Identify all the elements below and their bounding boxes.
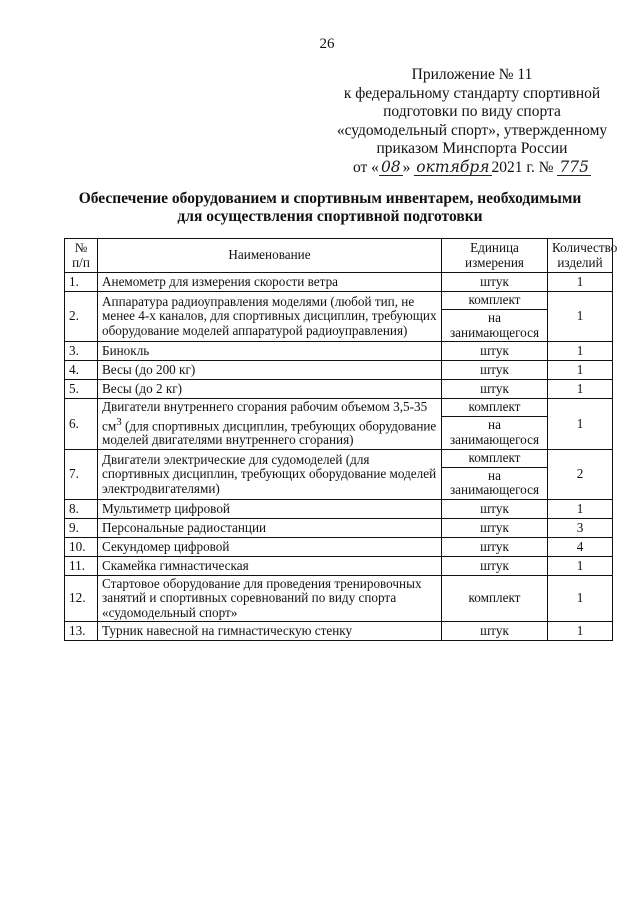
row-unit: штук <box>442 499 548 518</box>
order-date-line <box>322 159 622 178</box>
row-qty: 1 <box>548 556 613 575</box>
appendix-block <box>322 66 622 177</box>
order-number-handwritten: 775 <box>559 157 589 176</box>
row-qty: 1 <box>548 273 613 292</box>
row-num: 12. <box>65 575 98 622</box>
row-name: Турник навесной на гимнастическую стенку <box>98 622 442 641</box>
table-row <box>65 380 613 399</box>
table-row <box>65 499 613 518</box>
table-row <box>65 342 613 361</box>
row-name: Аппаратура радиоуправления моделями (любой тип, не менее 4-х каналов, для спортивных дисциплин, требующих оборудование моделей аппаратурой радиоуправления) <box>98 292 442 342</box>
row-qty: 1 <box>548 292 613 342</box>
row-name: Анемометр для измерения скорости ветра <box>98 273 442 292</box>
row-name: Двигатели электрические для судомоделей (для спортивных дисциплин, требующих оборудование моделей электродвигателями) <box>98 449 442 499</box>
row-name: Стартовое оборудование для проведения тренировочных занятий и спортивных соревнований по виду спорта «судомодельный спорт» <box>98 575 442 622</box>
row-name: Весы (до 200 кг) <box>98 361 442 380</box>
row-unit: штук <box>442 556 548 575</box>
row-unit: штук <box>442 537 548 556</box>
row-unit-bottom: на занимающегося <box>442 467 548 499</box>
row-qty: 2 <box>548 449 613 499</box>
row-qty: 1 <box>548 399 613 450</box>
row-name-part: (для спортивных дисциплин, требующих оборудование моделей двигателями внутреннего сгорания) <box>102 417 437 448</box>
row-num: 4. <box>65 361 98 380</box>
table-row <box>65 449 613 467</box>
row-num: 1. <box>65 273 98 292</box>
row-num: 6. <box>65 399 98 450</box>
row-name-superscript: 3 <box>116 415 122 428</box>
row-num: 8. <box>65 499 98 518</box>
row-unit: штук <box>442 622 548 641</box>
date-prefix: от « <box>352 158 379 176</box>
row-num: 9. <box>65 518 98 537</box>
row-qty: 1 <box>548 342 613 361</box>
table-row <box>65 518 613 537</box>
appendix-line: приказом Минспорта России <box>376 140 568 157</box>
table-row <box>65 537 613 556</box>
row-num: 2. <box>65 292 98 342</box>
row-unit: комплект <box>442 575 548 622</box>
table-row <box>65 556 613 575</box>
row-name: Персональные радиостанции <box>98 518 442 537</box>
equipment-table <box>64 238 618 641</box>
row-qty: 1 <box>548 380 613 399</box>
row-num: 7. <box>65 449 98 499</box>
row-unit-top: комплект <box>442 399 548 417</box>
header-qty: Количество изделий <box>548 239 613 273</box>
table-row <box>65 292 613 310</box>
header-name: Наименование <box>98 239 442 273</box>
date-month-handwritten: октября <box>416 157 490 176</box>
row-name: Весы (до 2 кг) <box>98 380 442 399</box>
row-unit: штук <box>442 342 548 361</box>
row-unit-bottom: на занимающегося <box>442 417 548 450</box>
table-header-row <box>65 239 613 273</box>
table-row <box>65 575 613 622</box>
table-row <box>65 273 613 292</box>
row-name: Мультиметр цифровой <box>98 499 442 518</box>
appendix-line: «судомодельный спорт», утвержденному <box>336 121 608 139</box>
row-num: 3. <box>65 342 98 361</box>
row-qty: 1 <box>548 499 613 518</box>
row-qty: 4 <box>548 537 613 556</box>
row-qty: 1 <box>548 575 613 622</box>
date-day-handwritten: 08 <box>380 157 401 176</box>
row-unit: штук <box>442 380 548 399</box>
appendix-line: к федеральному стандарту спортивной <box>343 84 601 102</box>
header-num: № п/п <box>65 239 98 273</box>
date-year: 2021 г. № <box>491 158 554 176</box>
appendix-line: подготовки по виду спорта <box>383 103 561 120</box>
table-row <box>65 361 613 380</box>
row-num: 13. <box>65 622 98 641</box>
row-unit-top: комплект <box>442 292 548 310</box>
row-unit: штук <box>442 361 548 380</box>
row-qty: 1 <box>548 622 613 641</box>
row-name: Скамейка гимнастическая <box>98 556 442 575</box>
row-unit: штук <box>442 273 548 292</box>
title-line: для осуществления спортивной подготовки <box>177 208 483 225</box>
row-qty: 1 <box>548 361 613 380</box>
row-name: Бинокль <box>98 342 442 361</box>
row-num: 10. <box>65 537 98 556</box>
row-qty: 3 <box>548 518 613 537</box>
row-num: 11. <box>65 556 98 575</box>
page-number: 26 <box>319 36 335 52</box>
appendix-title: Приложение № 11 <box>411 66 533 83</box>
row-unit-bottom: на занимающегося <box>442 310 548 342</box>
row-name: Секундомер цифровой <box>98 537 442 556</box>
row-unit: штук <box>442 518 548 537</box>
row-name <box>98 399 442 450</box>
header-unit: Единица измерения <box>442 239 548 273</box>
row-num: 5. <box>65 380 98 399</box>
table-row <box>65 399 613 417</box>
title-line: Обеспечение оборудованием и спортивным инвентарем, необходимыми <box>78 190 582 207</box>
table-row <box>65 622 613 641</box>
document-title <box>60 190 600 226</box>
row-unit-top: комплект <box>442 449 548 467</box>
date-mid: » <box>402 158 411 176</box>
row-name-part: Двигатели внутреннего сгорания рабочим объемом 3,5-35 см <box>102 399 428 433</box>
